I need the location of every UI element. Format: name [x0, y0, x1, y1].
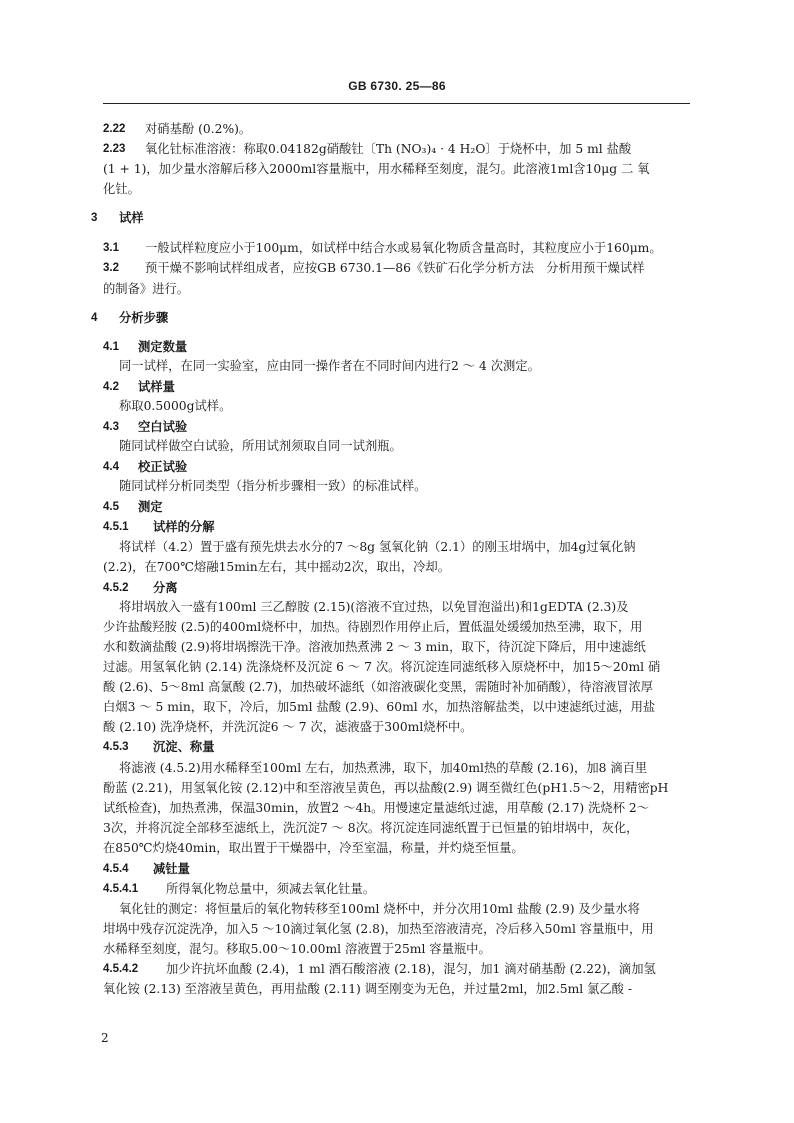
section-heading: 测定数量 — [138, 339, 188, 354]
section-number: 4.5.2 — [103, 582, 129, 594]
body-text-line: 过滤。用氢氧化钠 (2.14) 洗涤烧杯及沉淀 6 ～ 7 次。将沉淀连同滤纸移入原烧杯中，加15～20ml 硝 — [103, 660, 661, 674]
section-number: 4.4 — [103, 461, 119, 473]
section-number: 3.1 — [103, 242, 119, 254]
body-text-line: 酚蓝 (2.21)，用氢氧化铵 (2.12)中和至溶液呈黄色，再以盐酸(2.9) 调至微红色(pH1.5～2，用精密pH — [103, 781, 669, 795]
body-text-line: 化钍。 — [103, 182, 140, 196]
body-text-line: 将坩埚放入一盛有100ml 三乙醇胺 (2.15)(溶液不宜过热，以免冒泡溢出)和1gEDTA (2.3)及 — [119, 600, 629, 614]
body-text-line: 氧化钍标准溶液：称取0.04182g硝酸钍〔Th (NO₃)₄ · 4 H₂O〕于烧杯中，加 5 ml 盐酸 — [145, 142, 632, 156]
body-text-line: 对硝基酚 (0.2%)。 — [145, 122, 252, 136]
section-number: 3 — [91, 212, 98, 224]
header-divider — [103, 103, 690, 104]
body-text-line: 所得氧化物总量中，须减去氧化钍量。 — [166, 882, 376, 896]
section-number: 3.2 — [103, 262, 119, 274]
section-heading: 沉淀、称量 — [153, 739, 215, 754]
section-heading: 空白试验 — [138, 419, 188, 434]
section-heading: 校正试验 — [138, 459, 188, 474]
section-number: 2.22 — [103, 123, 126, 135]
body-text-line: 称取0.5000g试样。 — [119, 399, 232, 413]
section-number: 4.5 — [103, 501, 119, 513]
body-text-line: 水和数滴盐酸 (2.9)将坩埚擦洗干净。溶液加热煮沸 2 ～ 3 min，取下，待沉淀下降后，用中速滤纸 — [103, 640, 646, 654]
body-text-line: 加少许抗坏血酸 (2.4)，1 ml 酒石酸溶液 (2.18)，混匀，加1 滴对硝基酚 (2.22)，滴加氢 — [166, 962, 656, 976]
body-text-line: 白烟3 ～ 5 min，取下，冷后，加5ml 盐酸 (2.9)、60ml 水，加热溶解盐类，以中速滤纸过滤，用盐 — [103, 700, 656, 714]
section-heading: 减钍量 — [153, 861, 190, 876]
section-heading: 分离 — [153, 580, 178, 595]
body-text-line: 酸 (2.6)、5～8ml 高氯酸 (2.7)，加热破坏滤纸（如溶液碳化变黑，需随时补加硝酸），待溶液冒浓厚 — [103, 680, 654, 694]
body-text-line: 氧化钍的测定：将恒量后的氧化物转移至100ml 烧杯中，并分次用10ml 盐酸 (2.9) 及少量水将 — [119, 902, 640, 916]
section-heading: 试样 — [119, 210, 144, 225]
body-text-line: 水稀释至刻度，混匀。移取5.00～10.00ml 溶液置于25ml 容量瓶中。 — [103, 942, 491, 956]
page-number: 2 — [101, 1031, 109, 1045]
body-text-line: 试纸检查)，加热煮沸，保温30min，放置2 ～4h。用慢速定量滤纸过滤，用草酸 (2.17) 洗烧杯 2～ — [103, 801, 650, 815]
section-number: 4.5.4 — [103, 863, 129, 875]
section-number: 4.5.4.2 — [103, 963, 139, 975]
body-text-line: 预干燥不影响试样组成者，应按GB 6730.1—86《铁矿石化学分析方法 分析用预干燥试样 — [145, 261, 645, 275]
body-text-line: 在850℃灼烧40min，取出置于干燥器中，冷至室温，称量，并灼烧至恒量。 — [103, 841, 524, 855]
section-heading: 试样量 — [138, 379, 175, 394]
body-text-line: 少许盐酸羟胺 (2.5)的400ml烧杯中，加热。待剧烈作用停止后，置低温处缓缓加热至沸，取下，用 — [103, 620, 643, 634]
section-heading: 测定 — [138, 499, 163, 514]
body-text-line: 将滤液 (4.5.2)用水稀释至100ml 左右，加热煮沸，取下，加40ml热的草酸 (2.16)，加8 滴百里 — [119, 761, 648, 775]
body-text-line: 同一试样，在同一实验室，应由同一操作者在不同时间内进行2 ～ 4 次测定。 — [119, 359, 540, 373]
body-text-line: 酸 (2.10) 洗净烧杯，并洗沉淀6 ～ 7 次，滤液盛于300ml烧杯中。 — [103, 720, 473, 734]
body-text-line: 随同试样做空白试验，所用试剂须取自同一试剂瓶。 — [119, 439, 402, 453]
document-header-title: GB 6730. 25—86 — [348, 79, 446, 93]
body-text-line: 将试样（4.2）置于盛有预先烘去水分的7 ～8g 氢氧化钠（2.1）的刚玉坩埚中，加4g过氧化钠 — [119, 540, 636, 554]
body-text-line: 一般试样粒度应小于100μm，如试样中结合水或易氧化物质含量高时，其粒度应小于160μm。 — [145, 241, 662, 255]
body-text-line: 的制备》进行。 — [103, 282, 190, 296]
section-heading: 分析步骤 — [119, 310, 169, 325]
body-text-line: 氧化铵 (2.13) 至溶液呈黄色，再用盐酸 (2.11) 调至刚变为无色，并过量2ml，加2.5ml 氯乙酸 - — [103, 982, 633, 996]
section-number: 4 — [91, 312, 98, 324]
body-text-line: 坩埚中残存沉淀洗净，加入5 ～10滴过氧化氢 (2.8)，加热至溶液清亮，冷后移入50ml 容量瓶中，用 — [103, 922, 654, 936]
section-number: 4.5.4.1 — [103, 883, 139, 895]
section-heading: 试样的分解 — [153, 519, 215, 534]
section-number: 4.3 — [103, 421, 119, 433]
body-text-line: (1 + 1)，加少量水溶解后移入2000ml容量瓶中，用水稀释至刻度，混匀。此溶液1ml含10μg 二 氧 — [103, 162, 650, 176]
body-text-line: 随同试样分析同类型（指分析步骤相一致）的标准试样。 — [119, 479, 427, 493]
section-number: 4.2 — [103, 381, 119, 393]
body-text-line: (2.2)，在700℃熔融15min左右，其中摇动2次，取出，冷却。 — [103, 560, 451, 574]
section-number: 4.5.3 — [103, 741, 129, 753]
section-number: 4.1 — [103, 341, 119, 353]
section-number: 2.23 — [103, 143, 126, 155]
section-number: 4.5.1 — [103, 521, 129, 533]
body-text-line: 3次，并将沉淀全部移至滤纸上，洗沉淀7 ～ 8次。将沉淀连同滤纸置于已恒量的铂坩埚中，灰化， — [103, 821, 639, 835]
